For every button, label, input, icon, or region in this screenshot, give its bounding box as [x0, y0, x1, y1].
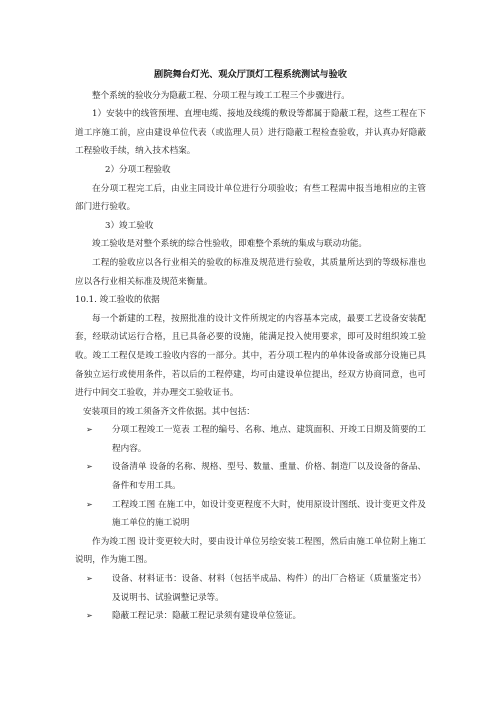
list-item: ➢ 工程竣工图 在施工中，如设计变更程度不大时，使用原设计图纸、设计变更文件及施工单位的施工说明 — [75, 496, 426, 533]
arrow-bullet-icon: ➢ — [86, 462, 93, 472]
arrow-bullet-icon: ➢ — [86, 574, 93, 584]
document-body — [75, 66, 426, 626]
heading-sub-item-acceptance: 2）分项工程验收 — [105, 164, 171, 175]
paragraph-intro: 整个系统的验收分为隐蔽工程、分项工程与竣工工程三个步骤进行。 — [92, 90, 350, 101]
arrow-bullet-icon: ➢ — [86, 425, 93, 435]
paragraph-basis: 每一个新建的工程，按照批准的设计文件所规定的内容基本完成，最要工艺设备安装配套，经联动试运行合格，且已具备必要的设施，能满足投入使用要求，即可及时组织竣工验收。竣工工程仅是竣工验收内容的一部分。其中，若分项工程内的单体设备或部分设施已具备独立运行或使用条件，若以后的工程停建，均可由建设单位提出，经双方协商同意，也可进行中间交工验收，并办理交工验收证书。 — [75, 313, 426, 399]
list-item: ➢ 隐蔽工程记录：隐蔽工程记录须有建设单位签证。 — [75, 607, 426, 626]
paragraph-documents: 安装项目的竣工须备齐文件依据。其中包括： — [83, 406, 255, 417]
list-item: ➢ 分项工程竣工一览表 工程的编号、名称、地点、建筑面积、开竣工日期及简要的工程内容。 — [75, 421, 426, 458]
document-title: 剧院舞台灯光、观众厅顶灯工程系统测试与验收 — [154, 69, 347, 80]
section-heading-basis: 10.1. 竣工验收的依据 — [75, 295, 160, 306]
paragraph-standards: 工程的验收应以各行业相关的验收的标准及规范进行验收，其质量所达到的等级标准也应以各行业相关标准及规范来衡量。 — [75, 257, 426, 287]
list-item: ➢ 设备、材料证书：设备、材料（包括半成品、构件）的出厂合格证（质量鉴定书）及说明书、试验调整记录等。 — [75, 570, 426, 607]
arrow-bullet-icon: ➢ — [86, 499, 93, 509]
paragraph-hidden-works: 1）安装中的线管预埋、直埋电缆、接地及线缆的敷设等都属于隐蔽工程，这些工程在下道工序施工前，应由建设单位代表（或监理人员）进行隐蔽工程检查验收，并认真办好隐蔽工程验收手续，纳入技术档案。 — [75, 109, 426, 157]
heading-completion-acceptance: 3）竣工验收 — [105, 220, 154, 231]
list-item: ➢ 设备清单 设备的名称、规格、型号、数量、重量、价格、制造厂以及设备的备品、备件和专用工具。 — [75, 458, 426, 495]
paragraph-completion: 竣工验收是对整个系统的综合性验收，即难整个系统的集成与联动功能。 — [92, 239, 368, 250]
paragraph-drawings: 作为竣工图 设计变更较大时，要由设计单位另绘安装工程图，然后由施工单位附上施工说明，作为施工图。 — [75, 536, 426, 566]
paragraph-sub-item: 在分项工程完工后，由业主同设计单位进行分项验收；有些工程需申报当地相应的主管部门进行验收。 — [75, 183, 426, 213]
arrow-bullet-icon: ➢ — [86, 611, 93, 621]
